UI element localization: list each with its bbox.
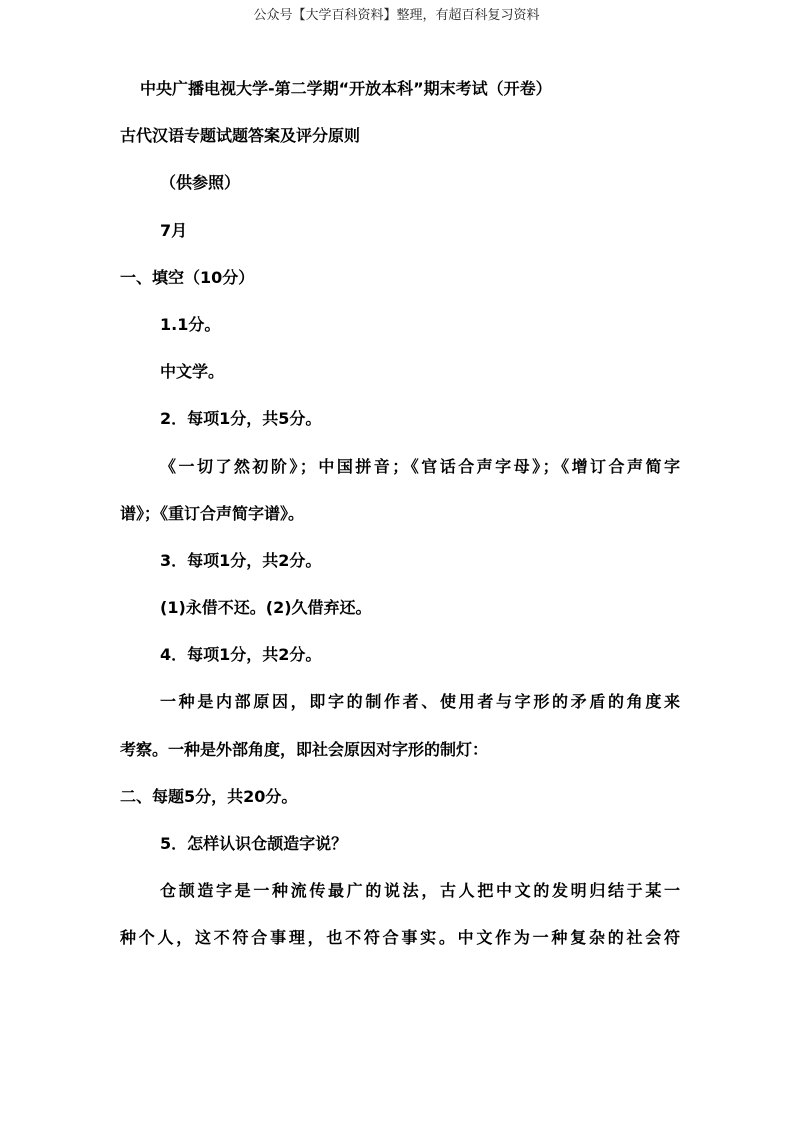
answer-line: 考察。一种是外部角度，即社会原因对字形的制灯：	[120, 739, 489, 759]
exam-title: 中央广播电视大学-第二学期“开放本科”期末考试（开卷）	[140, 79, 552, 98]
section-heading-2: 二、每题5分，共20分。	[120, 786, 298, 806]
answer-line: (1)永借不还。(2)久借弃还。	[160, 598, 372, 618]
section-heading-1: 一、填空（10分）	[120, 267, 255, 287]
answer-line: 1.1分。	[160, 314, 221, 334]
answer-line: 4．每项1分，共2分。	[160, 645, 322, 665]
exam-subtitle: 古代汉语专题试题答案及评分原则	[120, 126, 361, 146]
question-line: 5．怎样认识仓颉造字说？	[160, 834, 348, 853]
header-note: 公众号【大学百科资料】整理，有超百科复习资料	[253, 8, 540, 23]
answer-line: 2．每项1分，共5分。	[160, 409, 322, 429]
answer-line: 种个人，这不符合事理，也不符合事实。中文作为一种复杂的社会符	[120, 928, 680, 948]
answer-line: 中文学。	[160, 362, 225, 382]
answer-line: 仓颉造字是一种流传最广的说法，古人把中文的发明归结于某一	[160, 881, 680, 901]
answer-line: 谱》；《重订合声简字谱》。	[120, 503, 305, 523]
reference-note: （供参照）	[160, 173, 241, 193]
exam-date: 7月	[160, 220, 188, 240]
document-body	[120, 72, 680, 969]
answer-line: 一种是内部原因，即字的制作者、使用者与字形的矛盾的角度来	[160, 692, 680, 712]
answer-line: 3．每项1分，共2分。	[160, 550, 322, 570]
answer-line: 《一切了然初阶》；中国拼音；《官话合声字母》；《增订合声简字	[160, 456, 680, 476]
